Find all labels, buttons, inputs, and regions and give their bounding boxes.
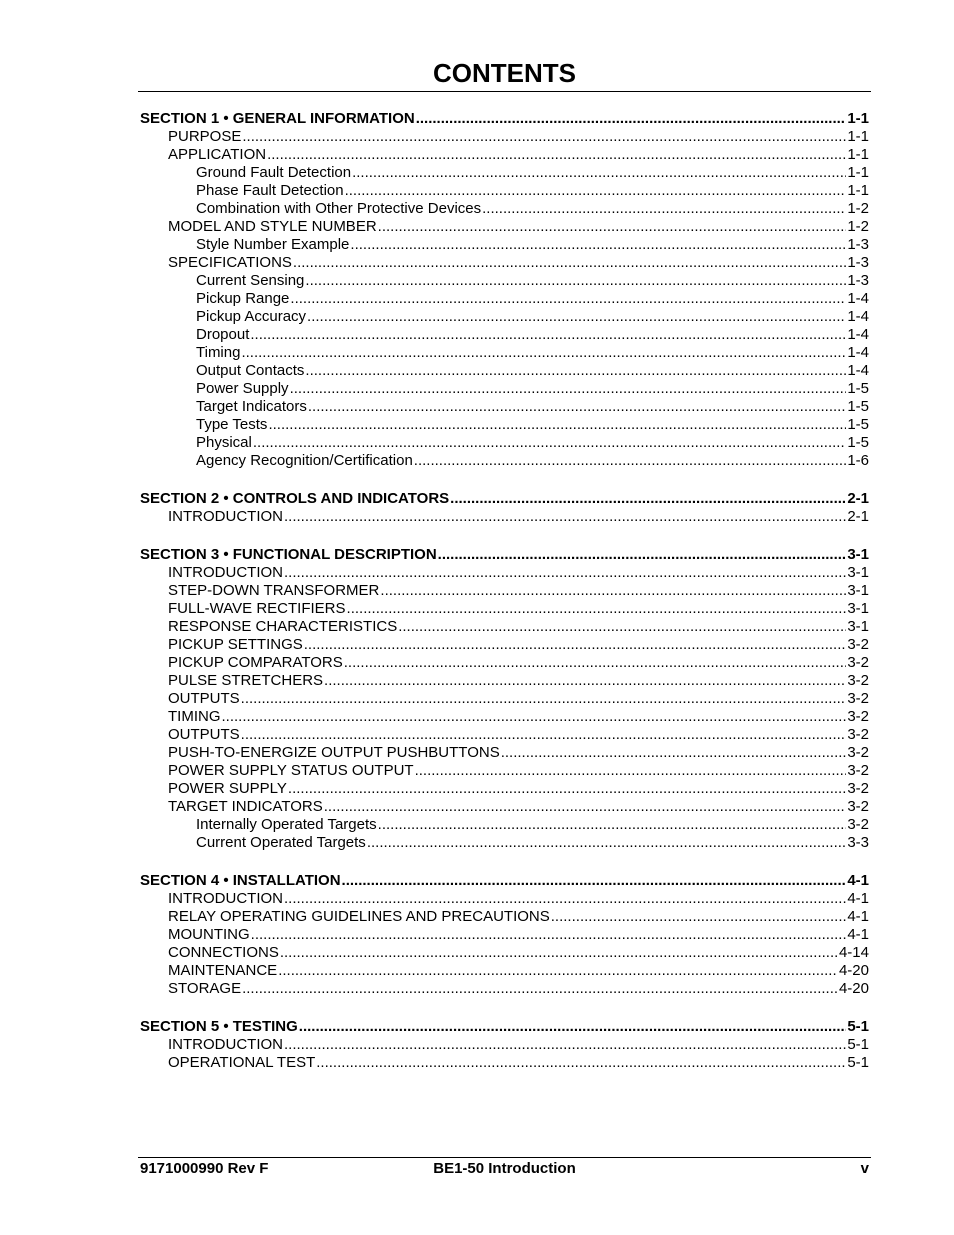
footer-document-number: 9171000990 Rev F [140,1160,269,1177]
toc-leader-dots [284,890,846,908]
toc-entry-title: PURPOSE [168,128,242,145]
toc-page-number: 1-4 [847,344,869,361]
toc-entry [140,326,869,344]
toc-page-number: 3-1 [847,618,869,635]
toc-entry [140,344,869,362]
toc-leader-dots [242,128,846,146]
footer-document-title: BE1-50 Introduction [433,1160,576,1177]
toc-entry-title: MODEL AND STYLE NUMBER [168,218,377,235]
toc-entry [140,672,869,690]
toc-leader-dots [304,636,847,654]
toc-page-number: 1-5 [847,398,869,415]
toc-leader-dots [288,780,846,798]
toc-page-number: 3-2 [847,744,869,761]
toc-page-number: 3-1 [847,600,869,617]
toc-entry-title: Agency Recognition/Certification [196,452,413,469]
toc-page-number: 3-2 [847,798,869,815]
toc-entry [140,600,869,618]
toc-entry-title: OPERATIONAL TEST [168,1054,316,1071]
toc-entry-title: Ground Fault Detection [196,164,352,181]
toc-leader-dots [253,434,846,452]
toc-page-number: 3-2 [847,708,869,725]
toc-leader-dots [501,744,847,762]
toc-entry-title: PICKUP SETTINGS [168,636,303,653]
toc-page-number: 1-4 [847,308,869,325]
toc-entry [140,744,869,762]
toc-entry [140,962,869,980]
toc-leader-dots [241,726,847,744]
toc-entry [140,582,869,600]
toc-entry-title: Internally Operated Targets [196,816,377,833]
toc-page-number: 1-1 [847,128,869,145]
toc-leader-dots [324,798,847,816]
toc-leader-dots [380,582,846,600]
toc-entry [140,146,869,164]
toc-page-number: 1-4 [847,362,869,379]
toc-entry-title: Target Indicators [196,398,307,415]
toc-section-entry [140,1018,869,1036]
toc-entry [140,254,869,272]
toc-entry-title: Combination with Other Protective Devices [196,200,482,217]
toc-entry [140,218,869,236]
toc-leader-dots [324,672,846,690]
toc-leader-dots [316,1054,846,1072]
toc-entry-title: INTRODUCTION [168,564,283,581]
toc-entry-title: RELAY OPERATING GUIDELINES AND PRECAUTIONS [168,908,550,925]
toc-entry [140,1036,869,1054]
toc-entry [140,508,869,526]
toc-page-number: 1-1 [847,146,869,163]
toc-entry-title: Power Supply [196,380,289,397]
toc-entry [140,182,869,200]
toc-page-number: 2-1 [847,490,869,507]
toc-page-number: 5-1 [847,1018,869,1035]
toc-entry [140,200,869,218]
toc-leader-dots [414,452,847,470]
toc-entry [140,1054,869,1072]
toc-page-number: 4-20 [838,980,869,997]
toc-entry-title: TARGET INDICATORS [168,798,323,815]
toc-page-number: 1-3 [847,272,869,289]
toc-entry [140,380,869,398]
toc-entry-title: Dropout [196,326,250,343]
toc-section-entry [140,872,869,890]
toc-page-number: 3-2 [847,780,869,797]
toc-section-entry [140,110,869,128]
toc-page-number: 1-5 [847,434,869,451]
toc-leader-dots [378,218,847,236]
toc-entry-title: Timing [196,344,241,361]
toc-leader-dots [350,236,846,254]
toc-entry [140,980,869,998]
toc-entry-title: OUTPUTS [168,726,240,743]
toc-entry [140,290,869,308]
toc-entry-title: POWER SUPPLY [168,780,287,797]
toc-leader-dots [347,600,847,618]
toc-page-number: 3-2 [847,636,869,653]
toc-page-number: 3-3 [847,834,869,851]
table-of-contents [140,110,869,1072]
toc-entry [140,654,869,672]
toc-leader-dots [299,1018,847,1036]
toc-entry-title: Current Sensing [196,272,305,289]
toc-entry-title: PUSH-TO-ENERGIZE OUTPUT PUSHBUTTONS [168,744,500,761]
toc-entry [140,890,869,908]
toc-entry [140,926,869,944]
toc-leader-dots [482,200,846,218]
toc-leader-dots [284,1036,846,1054]
toc-entry [140,908,869,926]
toc-page-number: 2-1 [847,508,869,525]
toc-leader-dots [284,508,846,526]
toc-entry [140,834,869,852]
toc-entry-title: MOUNTING [168,926,250,943]
toc-leader-dots [308,398,846,416]
toc-leader-dots [268,416,846,434]
toc-leader-dots [415,762,847,780]
toc-page-number: 3-1 [847,582,869,599]
toc-entry [140,308,869,326]
toc-leader-dots [278,962,838,980]
toc-page-number: 1-3 [847,254,869,271]
toc-leader-dots [344,654,847,672]
toc-leader-dots [293,254,846,272]
toc-entry [140,726,869,744]
toc-entry [140,434,869,452]
toc-entry-title: Output Contacts [196,362,305,379]
toc-entry-title: Phase Fault Detection [196,182,344,199]
toc-entry-title: STORAGE [168,980,242,997]
toc-page-number: 4-14 [838,944,869,961]
toc-entry [140,636,869,654]
toc-leader-dots [241,690,847,708]
toc-entry [140,398,869,416]
toc-entry-title: SECTION 5 • TESTING [140,1018,298,1035]
toc-page-number: 3-2 [847,672,869,689]
toc-leader-dots [345,182,847,200]
toc-page-number: 3-2 [847,762,869,779]
toc-entry-title: OUTPUTS [168,690,240,707]
toc-entry-title: TIMING [168,708,221,725]
toc-entry [140,618,869,636]
toc-leader-dots [416,110,847,128]
toc-leader-dots [251,926,847,944]
toc-page-number: 4-1 [847,872,869,889]
toc-leader-dots [551,908,847,926]
footer-page-number: v [860,1160,869,1177]
toc-entry-title: SECTION 3 • FUNCTIONAL DESCRIPTION [140,546,437,563]
toc-entry [140,690,869,708]
toc-entry-title: PULSE STRETCHERS [168,672,324,689]
toc-entry [140,944,869,962]
footer-divider [138,1157,871,1158]
toc-page-number: 1-5 [847,380,869,397]
toc-leader-dots [267,146,846,164]
toc-entry-title: APPLICATION [168,146,267,163]
toc-page-number: 1-1 [847,182,869,199]
toc-page-number: 3-1 [847,546,869,563]
toc-entry [140,416,869,434]
toc-leader-dots [222,708,847,726]
toc-entry-title: STEP-DOWN TRANSFORMER [168,582,380,599]
toc-page-number: 1-2 [847,218,869,235]
toc-entry [140,236,869,254]
toc-page-number: 3-2 [847,816,869,833]
toc-page-number: 1-4 [847,290,869,307]
toc-entry-title: Current Operated Targets [196,834,366,851]
toc-entry [140,780,869,798]
toc-page-number: 1-2 [847,200,869,217]
toc-entry-title: FULL-WAVE RECTIFIERS [168,600,346,617]
toc-entry-title: Physical [196,434,252,451]
toc-section-entry [140,546,869,564]
toc-leader-dots [342,872,847,890]
toc-page-number: 4-20 [838,962,869,979]
toc-page-number: 1-1 [847,164,869,181]
toc-leader-dots [378,816,847,834]
toc-entry-title: RESPONSE CHARACTERISTICS [168,618,398,635]
toc-entry-title: Pickup Accuracy [196,308,307,325]
toc-leader-dots [242,980,838,998]
toc-entry-title: Pickup Range [196,290,290,307]
toc-leader-dots [398,618,846,636]
toc-entry [140,708,869,726]
toc-entry [140,762,869,780]
toc-entry [140,452,869,470]
toc-entry [140,362,869,380]
toc-entry-title: INTRODUCTION [168,508,283,525]
toc-entry-title: INTRODUCTION [168,1036,283,1053]
toc-page-number: 4-1 [847,926,869,943]
toc-entry-title: SECTION 1 • GENERAL INFORMATION [140,110,415,127]
toc-leader-dots [280,944,838,962]
toc-page-number: 5-1 [847,1054,869,1071]
toc-entry-title: POWER SUPPLY STATUS OUTPUT [168,762,414,779]
toc-page-number: 3-2 [847,726,869,743]
title-divider [138,91,871,92]
toc-entry [140,128,869,146]
toc-page-number: 1-1 [847,110,869,127]
toc-entry-title: CONNECTIONS [168,944,279,961]
toc-entry-title: Style Number Example [196,236,350,253]
toc-page-number: 1-6 [847,452,869,469]
toc-page-number: 3-1 [847,564,869,581]
toc-page-number: 1-4 [847,326,869,343]
toc-entry [140,798,869,816]
toc-entry-title: PICKUP COMPARATORS [168,654,343,671]
toc-page-number: 1-3 [847,236,869,253]
toc-page-number: 1-5 [847,416,869,433]
toc-page-number: 3-2 [847,690,869,707]
toc-page-number: 4-1 [847,890,869,907]
toc-page-number: 4-1 [847,908,869,925]
toc-leader-dots [250,326,846,344]
toc-leader-dots [290,290,846,308]
toc-entry-title: SECTION 4 • INSTALLATION [140,872,341,889]
toc-leader-dots [450,490,846,508]
toc-leader-dots [438,546,847,564]
toc-leader-dots [290,380,847,398]
toc-section-entry [140,490,869,508]
toc-leader-dots [305,272,846,290]
page-title: CONTENTS [433,58,576,88]
toc-entry [140,564,869,582]
toc-page-number: 5-1 [847,1036,869,1053]
toc-page-number: 3-2 [847,654,869,671]
toc-entry [140,272,869,290]
toc-leader-dots [307,308,846,326]
toc-leader-dots [284,564,846,582]
toc-leader-dots [241,344,846,362]
toc-entry-title: SECTION 2 • CONTROLS AND INDICATORS [140,490,450,507]
toc-entry [140,816,869,834]
toc-leader-dots [352,164,846,182]
toc-entry-title: SPECIFICATIONS [168,254,292,271]
toc-entry-title: INTRODUCTION [168,890,283,907]
toc-leader-dots [305,362,846,380]
toc-entry-title: Type Tests [196,416,268,433]
toc-leader-dots [367,834,847,852]
toc-entry [140,164,869,182]
toc-entry-title: MAINTENANCE [168,962,278,979]
